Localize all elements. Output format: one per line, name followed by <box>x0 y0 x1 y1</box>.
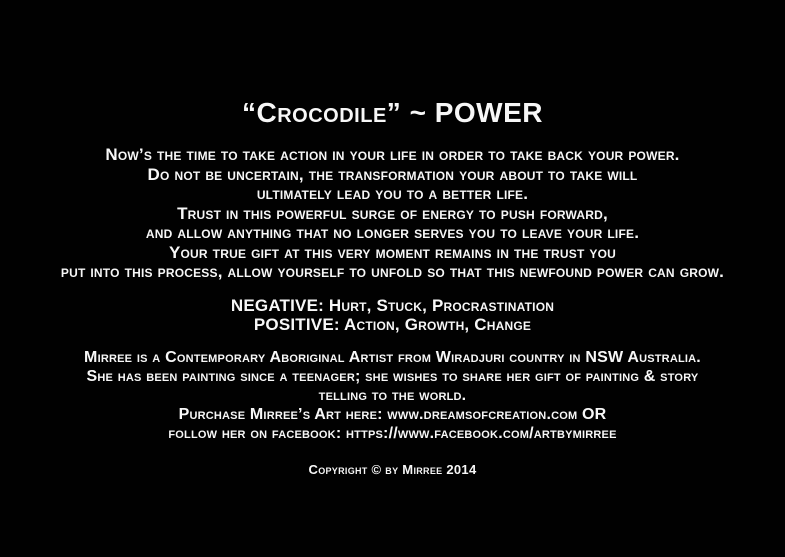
copyright-notice: Copyright © by Mirree 2014 <box>308 461 477 477</box>
bio-line: She has been painting since a teenager; she wishes to share her gift of painting & story <box>86 367 699 385</box>
positive-meaning: POSITIVE: Action, Growth, Change <box>253 315 532 334</box>
description-line: Trust in this powerful surge of energy to push forward, <box>177 203 608 223</box>
bio-line: telling to the world. <box>318 386 467 404</box>
description-line: and allow anything that no longer serves you to leave your life. <box>145 223 640 242</box>
bio-line: follow her on facebook: https://www.facebook.com/artbymirree <box>168 424 617 442</box>
card-description <box>0 145 785 282</box>
card-meanings <box>0 296 785 335</box>
description-line: ultimately lead you to a better life. <box>256 184 529 203</box>
description-line: put into this process, allow yourself to unfold so that this newfound power can grow. <box>60 262 725 281</box>
description-line: Now’s the time to take action in your life in order to take back your power. <box>105 145 680 164</box>
card-title: “Crocodile” ~ POWER <box>242 97 543 128</box>
description-line: Do not be uncertain, the transformation your about to take will <box>147 164 638 184</box>
artist-bio <box>0 348 785 443</box>
bio-line: Mirree is a Contemporary Aboriginal Artist from Wiradjuri country in NSW Australia. <box>84 348 701 366</box>
bio-line: Purchase Mirree’s Art here: www.dreamsofcreation.com OR <box>178 405 607 423</box>
negative-meaning: NEGATIVE: Hurt, Stuck, Procrastination <box>230 295 555 315</box>
description-line: Your true gift at this very moment remains in the trust you <box>168 242 617 262</box>
